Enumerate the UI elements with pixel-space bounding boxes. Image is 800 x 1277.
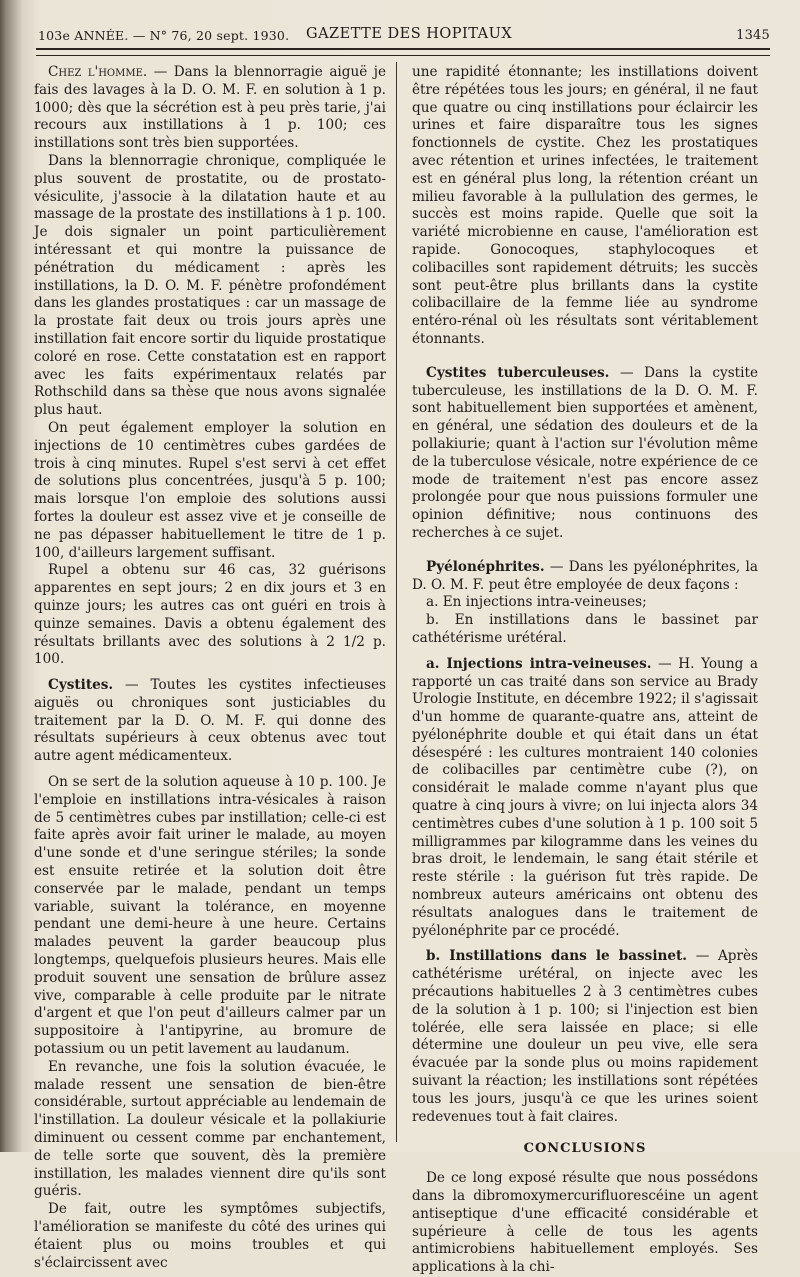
paragraph-text: — Dans la cystite tuberculeuse, les instillations de la D. O. M. F. sont habituellement bien supportées et amènent, en général, une sédation des douleurs et de la pollakiurie; quant à l'action sur l'évolution même de la tuberculose vésicale, notre expérience de ce mode de traitement n'est pas encore assez prolongée pour que nous puissions formuler une opinion définitive; nous continuons des recherches à ce sujet. xyxy=(412,364,758,541)
paragraph: On peut également employer la solution en injections de 10 centimètres cubes gardées de trois à cinq minutes. Rupel s'est servi à cet effet de solutions plus concentrées, jusqu'à 5 p. 100; mais lorsque l'on emploie des solutions aussi fortes la douleur est assez vive et je conseille de ne pas dépasser habituellement le titre de 1 p. 100, d'ailleurs largement suffisant. xyxy=(34,419,386,561)
paragraph: On se sert de la solution aqueuse à 10 p. 100. Je l'emploie en instillations intra-vésicales à raison de 5 centimètres cubes par instillation; celle-ci est faite après avoir fait uriner le malade, au moyen d'une sonde et d'une seringue stériles; la sonde est ensuite retirée et la solution doit être conservée par le malade, pendant un temps variable, suivant la tolérance, en moyenne pendant une demi-heure à une heure. Certains malades peuvent la garder beaucoup plus longtemps, quelquefois plusieurs heures. Mais elle produit souvent une sensation de brûlure assez vive, comparable à celle produite par le nitrate d'argent et que l'on peut d'ailleurs calmer par un suppositoire à l'antipyrine, au bromure de potassium ou un petit lavement au laudanum. xyxy=(34,774,386,1058)
conclusions-heading: CONCLUSIONS xyxy=(523,1141,647,1157)
header-rule-thick xyxy=(36,48,770,50)
running-header xyxy=(38,22,770,44)
paragraph xyxy=(412,656,758,941)
paragraph-text: — Après cathétérisme urétéral, on injecte avec les précautions habituelles 2 à 3 centimètres cubes de la solution à 1 p. 100; si l'injection est bien tolérée, elle sera laissée en place; si elle détermine une douleur un peu vive, elle sera évacuée par la sonde plus ou moins rapidement suivant la réaction; les instillations sont répétées tous les jours, jusqu'à ce que les urines soient redevenues tout à fait claires. xyxy=(412,948,758,1125)
paragraph-text: — Dans les pyélonéphrites, la D. O. M. F. peut être employée de deux façons : xyxy=(412,558,758,593)
section-lead: a. Injections intra-veineuses. xyxy=(426,655,652,672)
issue-info: 103e ANNÉE. — N° 76, 20 sept. 1930. xyxy=(38,28,290,43)
paragraph xyxy=(34,677,386,766)
column-divider xyxy=(396,62,397,1142)
paragraph: Rupel a obtenu sur 46 cas, 32 guérisons apparentes en sept jours; 2 en dix jours et 3 en quinze jours; les autres cas ont guéri en trois à quinze semaines. Davis a obtenu également des résultats brillants avec des solutions à 2 1/2 p. 100. xyxy=(34,562,386,668)
paragraph-text: — Toutes les cystites infectieuses aiguës ou chroniques sont justiciables du traitement par la D. O. M. F. qui donne des résultats supérieurs à ceux obtenus avec tout autre agent médicamenteux. xyxy=(34,677,386,765)
header-rule-thin xyxy=(36,55,770,56)
paragraph xyxy=(412,559,758,595)
paragraph: Dans la blennorragie chronique, compliquée le plus souvent de prostatite, ou de prostato-vésiculite, j'associe à la dilatation haute et au massage de la prostate des instillations à 1 p. 100. Je dois signaler un point particulièrement intéressant et qui montre la puissance de pénétration du médicament : après les instillations, la D. O. M. F. pénètre profondément dans les glandes prostatiques : car un massage de la prostate fait deux ou trois jours après une instillation fait encore sortir du liquide prostatique coloré en rose. Cette constatation est en rapport avec les faits expérimentaux relatés par Rothschild dans sa thèse que nous avons signalée plus haut. xyxy=(34,152,386,419)
paragraph: En revanche, une fois la solution évacuée, le malade ressent une sensation de bien-être considérable, surtout appréciable au lendemain de l'instillation. La douleur vésicale et la pollakiurie diminuent ou cessent comme par enchantement, de telle sorte que souvent, dès la première instillation, les malades viennent dire qu'ils sont guéris. xyxy=(34,1058,386,1200)
paragraph-text: — Dans la blennorragie aiguë je fais des lavages à la D. O. M. F. en solution à 1 p. 1000; dès que la sécrétion est à peu près tarie, j'ai recours aux instillations à 1 p. 100; ces instillations sont très bien supportées. xyxy=(34,64,386,152)
paragraph: a. En injections intra-veineuses; xyxy=(426,594,647,611)
paragraph: b. En instillations dans le bassinet par cathétérisme urétéral. xyxy=(412,612,758,646)
left-column xyxy=(34,64,386,1272)
section-lead: Pyélonéphrites. xyxy=(426,558,545,575)
right-column xyxy=(412,64,758,1277)
section-lead: b. Instillations dans le bassinet. xyxy=(426,948,688,965)
paragraph: De ce long exposé résulte que nous possédons dans la dibromoxymercurifluorescéine un agent antiseptique d'une efficacité considérable et supérieure à celle de tous les agents antimicrobiens habituellement employés. Ses applications à la chi- xyxy=(412,1170,758,1276)
paragraph xyxy=(412,365,758,543)
paragraph xyxy=(34,64,386,153)
paragraph-text: — H. Young a rapporté un cas traité dans son service au Brady Urologie Institute, en décembre 1922; il s'agissait d'un homme de quarante-quatre ans, atteint de pyélonéphrite double et qui était dans un état désespéré : les cultures montraient 140 colonies de colibacilles par centimètre cube (?), on considérait le malade comme n'ayant plus que quatre à cinq jours à vivre; on lui injecta alors 34 centimètres cubes d'une solution à 1 p. 100 soit 5 milligrammes par kilogramme dans les veines du bras droit, le lendemain, le sang était stérile et reste stérile : la guérison fut très rapide. De nombreux auteurs américains ont obtenu des résultats analogues dans le traitement de pyélonéphrite par ce procédé. xyxy=(412,655,758,939)
paragraph xyxy=(412,948,758,1126)
paragraph: De fait, outre les symptômes subjectifs, l'amélioration se manifeste du côté des urines qui étaient plus ou moins troubles et qui s'éclaircissent avec xyxy=(34,1201,386,1271)
section-lead: Chez l'homme. xyxy=(48,64,148,80)
section-lead: Cystites tuberculeuses. xyxy=(426,364,610,381)
journal-title: GAZETTE DES HOPITAUX xyxy=(306,26,513,42)
section-lead: Cystites. xyxy=(48,677,114,694)
paragraph: une rapidité étonnante; les instillations doivent être répétées tous les jours; en général, il ne faut que quatre ou cinq instillations pour éclaircir les urines et faire disparaître tous les signes fonctionnels de cystite. Chez les prostatiques avec rétention et urines infectées, le traitement est en général plus long, la rétention créant un milieu favorable à la pullulation des germes, le succès est moins rapide. Quelle que soit la variété microbienne en cause, l'amélioration est rapide. Gonocoques, staphylocoques et colibacilles sont rapidement détruits; les succès sont peut-être plus brillants dans la cystite colibacillaire de la femme liée au syndrome entéro-rénal où les résultats sont véritablement étonnants. xyxy=(412,64,758,347)
page-number: 1345 xyxy=(736,28,770,43)
